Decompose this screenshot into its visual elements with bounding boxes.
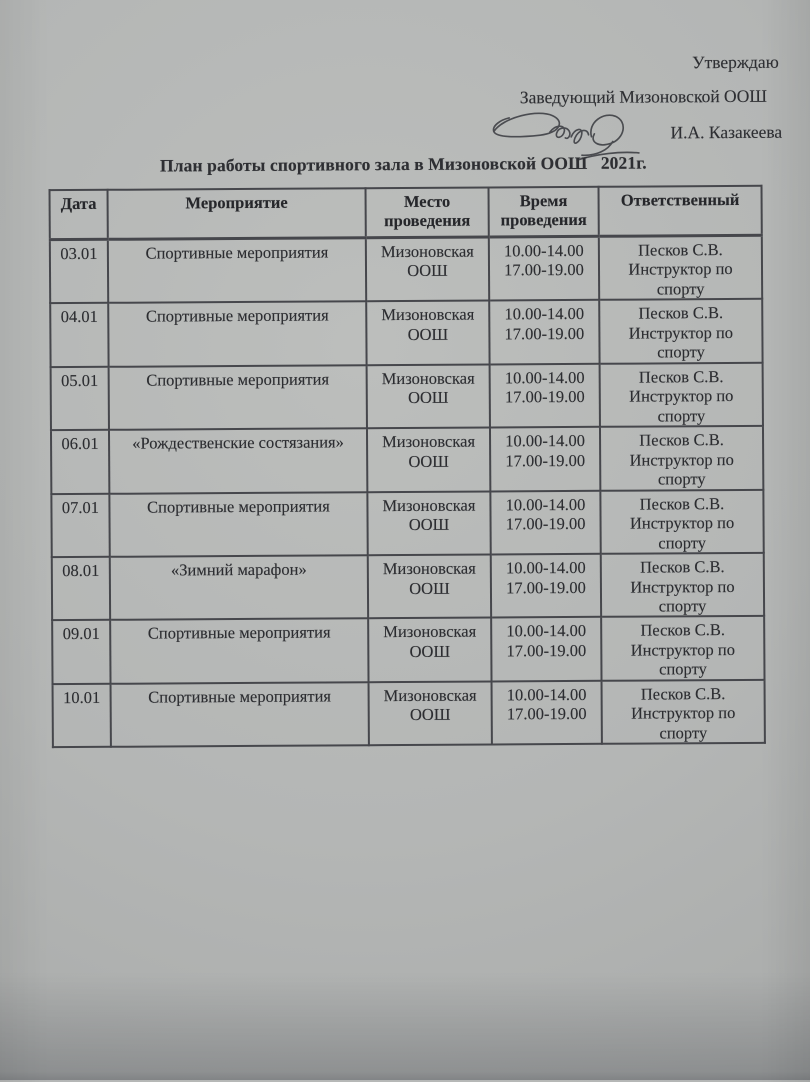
- time-cell: 10.00-14.00 17.00-19.00: [490, 364, 600, 428]
- event-cell: Спортивные мероприятия: [110, 619, 368, 684]
- venue-cell: Мизоновская ООШ: [367, 491, 490, 555]
- time-cell: 10.00-14.00 17.00-19.00: [489, 300, 599, 364]
- date-cell: 03.01: [50, 239, 108, 303]
- date-cell: 04.01: [50, 303, 108, 367]
- approver-title: Заведующий Мизоновской ООШ: [519, 85, 768, 108]
- date-cell: 05.01: [51, 367, 109, 431]
- time-cell: 10.00-14.00 17.00-19.00: [490, 490, 600, 554]
- table-row: [52, 553, 764, 621]
- responsible-cell: Песков С.В. Инструктор по спорту: [601, 553, 764, 617]
- responsible-cell: Песков С.В. Инструктор по спорту: [600, 489, 763, 553]
- header-venue: Место проведения: [366, 187, 489, 237]
- schedule-table: [49, 185, 766, 749]
- date-cell: 06.01: [51, 430, 109, 494]
- table-row: [52, 616, 764, 684]
- responsible-cell: Песков С.В. Инструктор по спорту: [599, 235, 762, 300]
- table-row: [51, 489, 763, 557]
- time-cell: 10.00-14.00 17.00-19.00: [491, 554, 601, 618]
- event-cell: Спортивные мероприятия: [111, 682, 369, 747]
- table-row: [51, 363, 763, 431]
- responsible-cell: Песков С.В. Инструктор по спорту: [600, 426, 763, 490]
- table-row: [50, 235, 762, 303]
- date-cell: 09.01: [52, 620, 110, 684]
- responsible-cell: Песков С.В. Инструктор по спорту: [600, 363, 763, 427]
- venue-cell: Мизоновская ООШ: [369, 681, 492, 745]
- responsible-cell: Песков С.В. Инструктор по спорту: [599, 299, 762, 363]
- responsible-cell: Песков С.В. Инструктор по спорту: [602, 680, 765, 744]
- time-cell: 10.00-14.00 17.00-19.00: [492, 681, 602, 745]
- venue-cell: Мизоновская ООШ: [368, 555, 491, 619]
- header-time: Время проведения: [489, 187, 599, 237]
- date-cell: 10.01: [53, 684, 111, 748]
- venue-cell: Мизоновская ООШ: [367, 428, 490, 492]
- event-cell: Спортивные мероприятия: [109, 365, 367, 430]
- table-row: [51, 426, 763, 494]
- date-cell: 08.01: [52, 557, 110, 621]
- venue-cell: Мизоновская ООШ: [366, 237, 489, 302]
- time-cell: 10.00-14.00 17.00-19.00: [491, 617, 601, 681]
- date-cell: 07.01: [51, 493, 109, 557]
- event-cell: Спортивные мероприятия: [108, 302, 366, 367]
- event-cell: «Зимний марафон»: [110, 555, 368, 620]
- table-row: [53, 680, 765, 748]
- table-header-row: [50, 186, 762, 240]
- event-cell: Спортивные мероприятия: [108, 238, 366, 303]
- approval-label: Утверждаю: [692, 51, 779, 73]
- venue-cell: Мизоновская ООШ: [366, 301, 489, 365]
- header-date: Дата: [50, 190, 108, 240]
- time-cell: 10.00-14.00 17.00-19.00: [489, 236, 599, 301]
- table-row: [50, 299, 762, 367]
- approver-name: И.А. Казакеева: [670, 121, 783, 143]
- header-event: Мероприятие: [108, 188, 366, 239]
- venue-cell: Мизоновская ООШ: [367, 364, 490, 428]
- time-cell: 10.00-14.00 17.00-19.00: [490, 427, 600, 491]
- event-cell: «Рождественские состязания»: [109, 428, 367, 493]
- responsible-cell: Песков С.В. Инструктор по спорту: [601, 616, 764, 680]
- venue-cell: Мизоновская ООШ: [368, 618, 491, 682]
- header-responsible: Ответственный: [599, 186, 762, 236]
- event-cell: Спортивные мероприятия: [109, 492, 367, 557]
- page-title: План работы спортивного зала в Мизоновской ООШ 2021г.: [159, 152, 647, 176]
